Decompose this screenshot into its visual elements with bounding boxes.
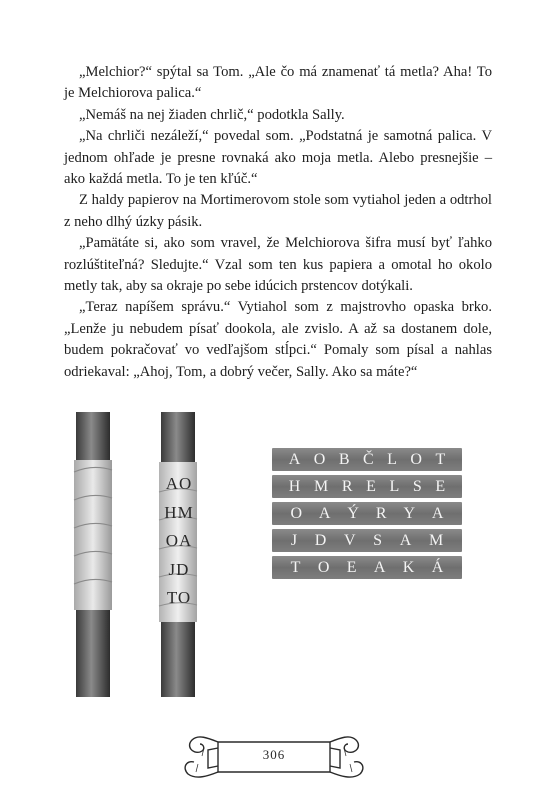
paragraph: „Nemáš na nej žiaden chrlič,“ podotkla Sally.: [79, 106, 345, 123]
cipher-letter: E: [346, 558, 357, 576]
rod-letter-row: AO: [165, 474, 193, 493]
cipher-letter: Y: [403, 504, 415, 522]
cipher-row: [272, 529, 462, 552]
rod-letter-row: TO: [166, 588, 192, 608]
cipher-letter: O: [317, 558, 330, 576]
cipher-letter: O: [290, 504, 303, 522]
paragraph: „Teraz napíšem správu.“ Vytiahol som z majstrovho opaska brko. „Lenže ju nebudem písať dookola, ale zvislo. A až sa dostanem dole, budem pokračovať vo vedľajšom stĺpci.“ Pomaly som písal a nahlas odriekaval: „Ahoj, Tom, a dobrý večer, Sally. Ako sa máte?“: [64, 299, 492, 380]
cipher-letter: E: [366, 477, 376, 495]
body-text: [64, 62, 492, 383]
cipher-letter: R: [341, 477, 353, 495]
rod-letters: [163, 470, 195, 613]
cipher-letter: A: [288, 450, 301, 468]
paragraph: „Pamätáte si, ako som vravel, že Melchiorova šifra musí byť ľahko rozlúštiteľná? Sledujte.“ Vzal som ten kus papiera a omotal ho okolo metly tak, aby sa okraje po sebe idúcich prstencov dotýkali.: [64, 235, 492, 295]
page-number: 306: [262, 747, 286, 762]
cipher-letter: T: [435, 450, 446, 468]
cipher-letter: A: [318, 504, 331, 522]
cipher-letter: A: [373, 558, 386, 576]
paragraph: „Na chrliči nezáleží,“ povedal som. „Podstatná je samotná palica. V jednom ohľade je presne rovnaká ako moja metla. Alebo presnejšie – ako každá metla. To je ten kľúč.“: [64, 128, 492, 188]
cipher-row: [272, 556, 462, 579]
cipher-letter: A: [399, 531, 412, 549]
cipher-letter: Ý: [347, 504, 359, 522]
cipher-row: [272, 475, 462, 498]
cipher-letter: V: [343, 531, 356, 549]
cipher-row: [272, 502, 462, 525]
rod-letter-row: JD: [168, 559, 190, 579]
cipher-letter: J: [290, 531, 298, 549]
cipher-letter: A: [431, 504, 444, 522]
cipher-letter: H: [288, 477, 301, 495]
cipher-letter: L: [389, 477, 400, 495]
cipher-letter: Á: [431, 558, 444, 576]
cipher-letter: S: [412, 477, 422, 495]
wrapped-rod-illustration: [73, 412, 113, 697]
cipher-letter: E: [435, 477, 446, 495]
cipher-letter: M: [313, 477, 329, 495]
cipher-letter: R: [375, 504, 387, 522]
cipher-letter: D: [314, 531, 327, 549]
cipher-letter: T: [290, 558, 301, 576]
page-number-banner: [178, 728, 370, 784]
cipher-letter: Č: [362, 450, 374, 468]
cipher-letter: O: [313, 450, 326, 468]
cipher-letter: B: [338, 450, 350, 468]
rod-letter-row: HM: [164, 502, 194, 522]
paragraph: „Melchior?“ spýtal sa Tom. „Ale čo má znamenať tá metla? Aha! To je Melchiorova palica.“: [64, 64, 492, 102]
rod-letter-row: OA: [165, 531, 193, 551]
cipher-letter: S: [373, 531, 383, 549]
cipher-letter: M: [428, 531, 444, 549]
cipher-letter: O: [410, 450, 422, 468]
cipher-letter: K: [402, 558, 415, 576]
cipher-grid: [272, 448, 462, 583]
paragraph: Z haldy papierov na Mortimerovom stole som vytiahol jeden a odtrhol z neho dlhý úzky pásik.: [64, 192, 492, 230]
cipher-row: [272, 448, 462, 471]
cipher-letter: L: [387, 450, 397, 468]
